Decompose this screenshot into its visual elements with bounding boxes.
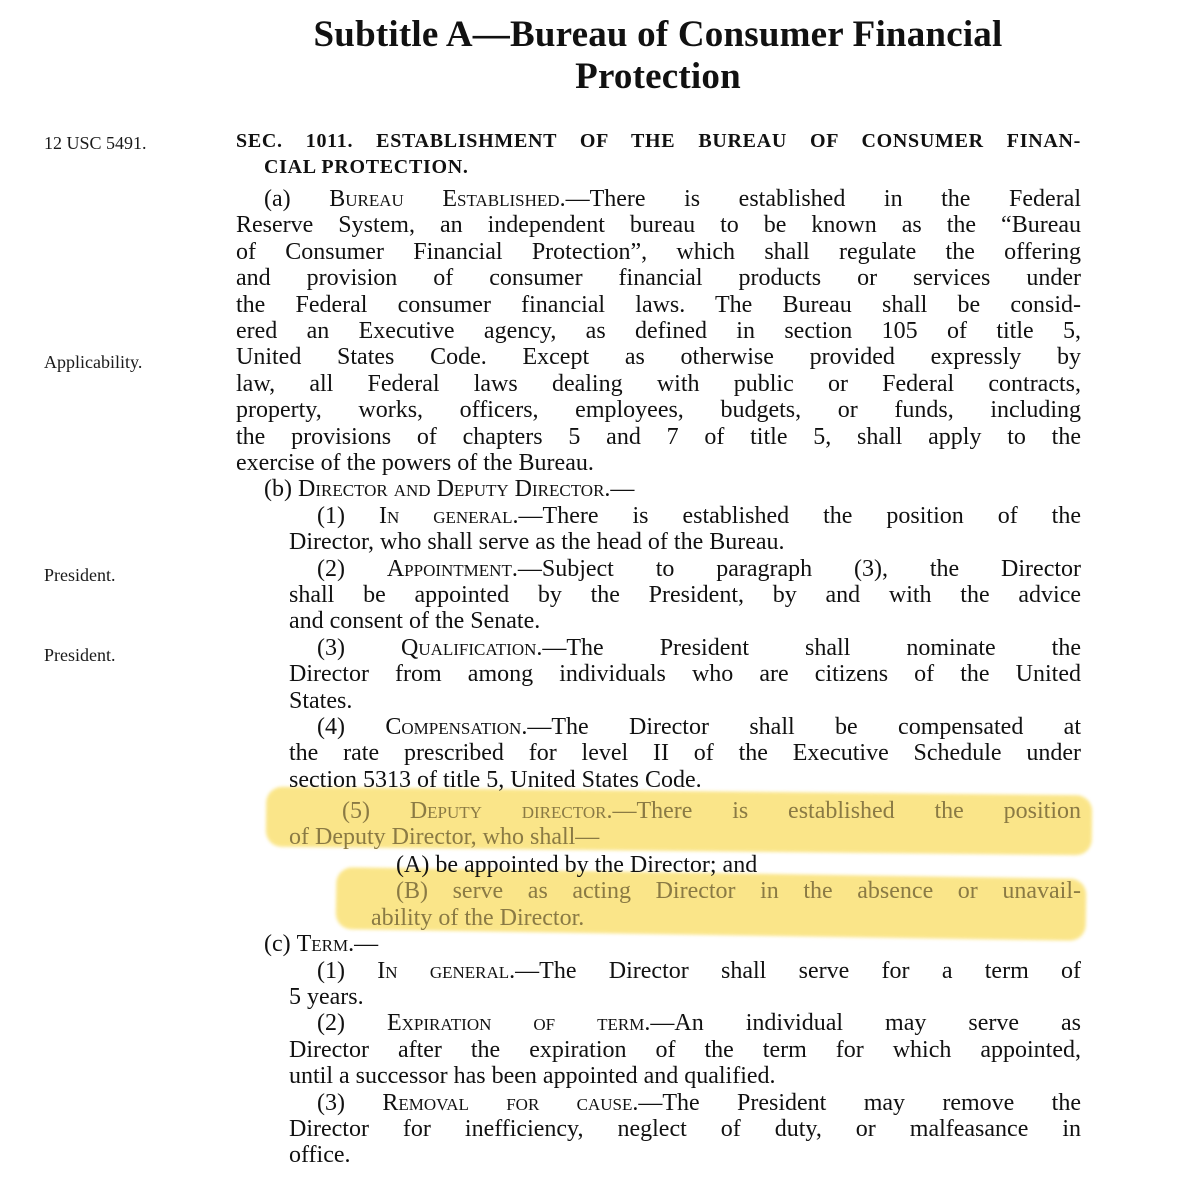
subsection-a-line-3: of Consumer Financial Protection”, which shall regulate the offering	[236, 238, 1081, 265]
subsection-b-heading: Director and Deputy Director	[297, 476, 605, 503]
paragraph-c2-heading: Expiration of term	[387, 1010, 645, 1037]
subsection-a-label: (a)	[264, 186, 330, 212]
paragraph-b1-line-2: Director, who shall serve as the head of the Bureau.	[289, 529, 785, 556]
subtitle-heading	[236, 14, 1080, 98]
paragraph-b5-line-2: of Deputy Director, who shall—	[289, 824, 600, 851]
paragraph-c2-line-1	[317, 1010, 1081, 1036]
paragraph-b5-text: .—There is established the position	[606, 798, 1081, 824]
margin-note-president-2: President.	[44, 645, 116, 665]
paragraph-c2-label: (2)	[317, 1010, 387, 1037]
subtitle-line-2: Protection	[575, 56, 741, 97]
paragraph-b5-line-1	[342, 798, 1081, 824]
paragraph-b2-label: (2)	[317, 555, 387, 582]
paragraph-b3-line-2: Director from among individuals who are citizens of the United	[289, 661, 1081, 688]
subsection-a-line-4: and provision of consumer financial products or services under	[236, 265, 1081, 292]
subsection-c-dash: .—	[348, 931, 379, 958]
paragraph-c3-text: .—The President may remove the	[632, 1089, 1081, 1116]
subsection-a-text: .—There is established in the Federal	[559, 186, 1082, 212]
paragraph-b3-label: (3)	[317, 634, 401, 661]
paragraph-c1-heading: In general	[377, 957, 510, 984]
subsection-a-heading: Bureau Established	[329, 186, 560, 212]
subsection-a-line-7: United States Code. Except as otherwise provided expressly by	[236, 344, 1081, 371]
subsection-a-line-5: the Federal consumer financial laws. The Bureau shall be consid-	[236, 291, 1081, 318]
paragraph-b2-line-1	[317, 556, 1081, 582]
margin-note-applicability: Applicability.	[44, 352, 143, 372]
paragraph-b1-text: .—There is established the position of the	[512, 502, 1081, 529]
section-heading-line-1: SEC. 1011. ESTABLISHMENT OF THE BUREAU OF CONSUMER FINAN-	[236, 130, 1081, 152]
paragraph-b4-line-2: the rate prescribed for level II of the Executive Schedule under	[289, 740, 1081, 767]
subsection-b-heading-line	[264, 476, 634, 502]
paragraph-b4-label: (4)	[317, 714, 386, 740]
subsection-b-label: (b)	[264, 476, 298, 503]
paragraph-c3-line-2: Director for inefficiency, neglect of duty, or malfeasance in	[289, 1116, 1081, 1142]
paragraph-c2-line-3: until a successor has been appointed and qualified.	[289, 1063, 776, 1090]
clause-b5-a: (A) be appointed by the Director; and	[396, 852, 758, 878]
paragraph-c2-text: .—An individual may serve as	[644, 1010, 1082, 1037]
paragraph-b2-line-2: shall be appointed by the President, by and with the advice	[289, 582, 1081, 608]
subsection-a-line-6: ered an Executive agency, as defined in section 105 of title 5,	[236, 318, 1081, 344]
paragraph-b3-heading: Qualification	[401, 634, 537, 661]
subsection-a-line-10: the provisions of chapters 5 and 7 of title 5, shall apply to the	[236, 423, 1081, 450]
paragraph-b2-heading: Appointment	[386, 555, 512, 582]
clause-b5-b-line-1: (B) serve as acting Director in the absence or unavail-	[396, 878, 1081, 905]
paragraph-b5-heading: Deputy director	[409, 798, 607, 824]
paragraph-b2-line-3: and consent of the Senate.	[289, 608, 541, 635]
paragraph-c3-line-1	[317, 1090, 1081, 1116]
paragraph-b4-line-3: section 5313 of title 5, United States Code.	[289, 766, 702, 793]
paragraph-b4-line-1	[317, 714, 1081, 740]
subsection-c-heading-line	[264, 931, 378, 957]
paragraph-c1-text: .—The Director shall serve for a term of	[509, 957, 1082, 984]
subsection-c-heading: Term	[296, 931, 349, 958]
section-heading-line-2: CIAL PROTECTION.	[264, 156, 469, 178]
subtitle-line-1: Subtitle A—Bureau of Consumer Financial	[313, 14, 1003, 55]
paragraph-b1-line-1	[317, 503, 1081, 529]
paragraph-c3-line-3: office.	[289, 1142, 351, 1169]
clause-b5-b-line-2: ability of the Director.	[371, 904, 585, 931]
paragraph-b5-label: (5)	[342, 798, 410, 824]
subsection-c-label: (c)	[264, 931, 297, 958]
paragraph-b3-line-1	[317, 635, 1081, 661]
paragraph-c2-line-2: Director after the expiration of the term for which appointed,	[289, 1036, 1081, 1063]
margin-note-president-1: President.	[44, 565, 116, 585]
paragraph-b1-heading: In general	[378, 502, 513, 529]
paragraph-b2-text: .—Subject to paragraph (3), the Director	[511, 555, 1082, 582]
paragraph-b3-text: .—The President shall nominate the	[536, 634, 1082, 661]
margin-note-usc: 12 USC 5491.	[44, 133, 147, 153]
paragraph-c3-label: (3)	[317, 1089, 383, 1116]
paragraph-c1-line-1	[317, 958, 1081, 984]
subsection-a-line-8: law, all Federal laws dealing with public or Federal contracts,	[236, 370, 1081, 397]
paragraph-b4-heading: Compensation	[385, 714, 522, 740]
section-heading	[236, 128, 1081, 180]
paragraph-c3-heading: Removal for cause	[382, 1089, 633, 1116]
paragraph-b1-label: (1)	[317, 502, 379, 529]
paragraph-c1-line-2: 5 years.	[289, 984, 364, 1010]
paragraph-b4-text: .—The Director shall be compensated at	[521, 714, 1082, 740]
subsection-a-line-11: exercise of the powers of the Bureau.	[236, 450, 594, 476]
paragraph-b3-line-3: States.	[289, 687, 353, 714]
subsection-a-line-1	[264, 186, 1081, 212]
subsection-a-line-2: Reserve System, an independent bureau to be known as the “Bureau	[236, 212, 1081, 239]
subsection-b-dash: .—	[604, 476, 635, 503]
subsection-a-line-9: property, works, officers, employees, budgets, or funds, including	[236, 397, 1081, 424]
paragraph-c1-label: (1)	[317, 957, 378, 984]
